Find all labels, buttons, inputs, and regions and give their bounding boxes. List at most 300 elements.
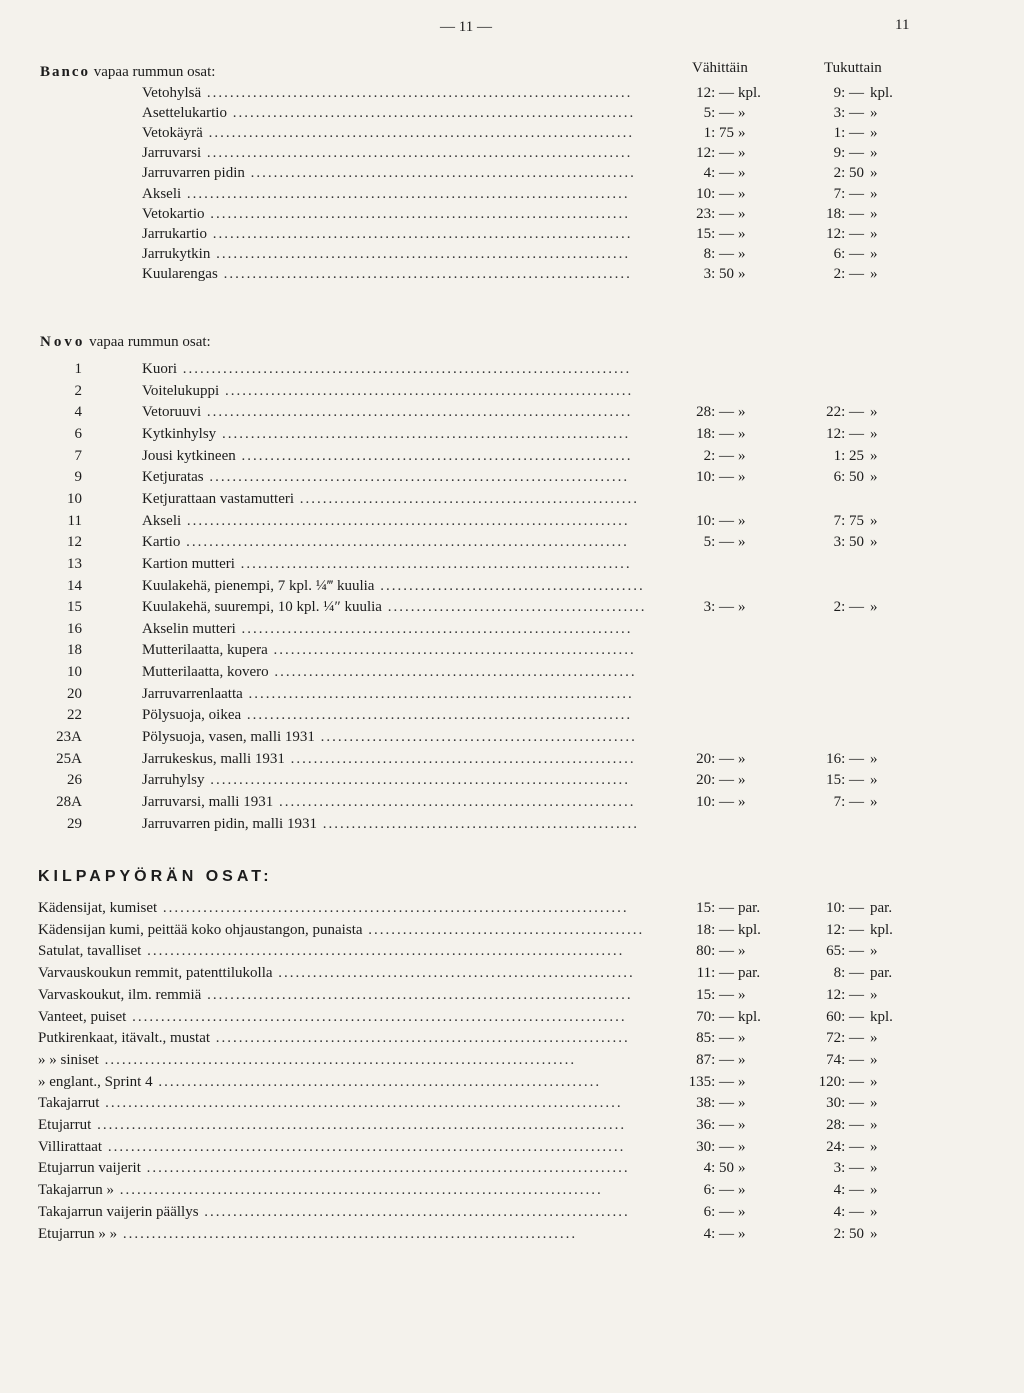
retail-price: 1: 75 [703,125,734,142]
wholesale-price: 2: 50 [833,1225,864,1242]
item-label-text: Ketjuratas [142,469,204,486]
dot-leader: .................................................................... [234,555,632,572]
item-label [38,1028,668,1048]
item-label [142,705,668,725]
item-number: 13 [67,555,82,572]
item-label [38,898,668,918]
retail-price: 135: — [688,1073,734,1090]
item-label-text: » englant., Sprint 4 [38,1073,153,1090]
retail-unit: » [738,1225,746,1242]
dot-leader: ............................................................... [268,664,637,681]
wholesale-unit: par. [870,965,893,982]
wholesale-unit: » [870,1117,878,1133]
wholesale-unit: » [870,404,878,421]
wholesale-price: 28: — [826,1117,864,1133]
wholesale-price: 22: — [826,404,864,421]
retail-price: 3: — [703,599,734,616]
list-item [0,204,1024,224]
dot-leader: ....................................................................... [219,382,634,399]
dot-leader: .......................................................................... [201,404,633,421]
item-number: 23A [56,729,82,746]
list-item [0,402,1024,422]
dot-leader: ......................................................................... [204,772,630,789]
dot-leader: .................................................................................. [98,1051,577,1068]
wholesale-unit: » [870,245,878,262]
list-item [0,1137,1024,1157]
page-number-right: 11 [895,17,910,33]
dot-leader: .................................................................... [235,447,633,464]
wholesale-price: 2: 50 [833,165,864,182]
item-label-text: Jarrukartio [142,225,207,242]
dot-leader: ....................................................... [316,815,639,832]
wholesale-unit: kpl. [870,1008,893,1025]
dot-leader: ........................................................................ [210,1030,630,1047]
wholesale-price: 1: — [833,125,864,142]
item-label-text: Kuularengas [142,265,218,282]
wholesale-unit: » [870,185,878,202]
item-label [38,1202,668,1222]
wholesale-unit: » [870,512,878,529]
item-label [142,381,668,401]
item-number: 16 [67,620,82,637]
list-item [0,532,1024,552]
item-label-text: Kytkinhylsy [142,425,217,442]
item-label-text: Satulat, tavalliset [38,943,142,960]
dot-leader: .............................................. [374,577,645,594]
item-label-text: Kartio [142,534,181,551]
dot-leader: ................................................................... [242,685,634,702]
item-label [38,963,668,983]
item-label-text: Akselin mutteri [142,620,236,637]
retail-unit: » [738,447,746,464]
dot-leader: ............................................................................. [152,1073,602,1090]
item-label [142,814,668,834]
novo-heading [40,333,211,351]
list-item [0,1072,1024,1092]
item-label [142,402,668,422]
retail-unit: » [738,225,746,242]
dot-leader: ...................................................................... [226,105,636,122]
dot-leader: ............................................................................................ [91,1117,627,1133]
retail-price: 4: 50 [703,1160,734,1177]
wholesale-unit: » [870,1030,878,1047]
retail-price: 15: — [696,225,734,242]
wholesale-price: 4: — [833,1203,864,1220]
retail-price: 28: — [696,404,734,421]
item-label [38,1137,668,1157]
retail-price: 15: — [696,986,734,1003]
dot-leader: ................................................................................... [141,943,625,960]
item-label [142,489,668,509]
retail-price: 10: — [696,469,734,486]
retail-price: 10: — [696,512,734,529]
retail-price: 12: — [696,85,734,101]
kilpa-heading: KILPAPYÖRÄN OSAT: [38,868,273,885]
list-item [0,381,1024,401]
item-label-text: Jarruvarren pidin, malli 1931 [142,815,317,832]
item-label-text: Mutterilaatta, kovero [142,664,269,681]
banco-heading [40,63,215,81]
banco-subtitle: vapaa rummun osat: [93,64,216,80]
wholesale-price: 6: 50 [833,469,864,486]
item-label [38,985,668,1005]
wholesale-unit: » [870,105,878,122]
list-item [0,898,1024,918]
retail-unit: » [738,205,746,222]
wholesale-unit: » [870,794,878,810]
dot-leader: ......................................................................... [204,205,630,222]
item-label-text: Etujarrun vaijerit [38,1160,141,1177]
item-label-text: Vetokäyrä [142,125,203,142]
item-label [142,244,668,264]
wholesale-price: 8: — [833,965,864,982]
list-item [0,264,1024,284]
item-number: 26 [67,772,82,789]
retail-price: 18: — [696,921,734,938]
retail-unit: » [738,534,746,551]
retail-unit: » [738,404,746,421]
item-label-text: Kädensijat, kumiset [38,900,158,916]
item-label [142,597,668,617]
wholesale-unit: » [870,772,878,789]
wholesale-unit: » [870,265,878,282]
retail-price: 3: 50 [703,265,734,282]
retail-price: 4: — [703,1225,734,1242]
novo-title: Novo [40,334,86,350]
wholesale-price: 16: — [826,750,864,767]
retail-unit: » [738,165,746,182]
wholesale-unit: » [870,1160,878,1177]
wholesale-price: 4: — [833,1182,864,1199]
item-label [38,1224,668,1244]
dot-leader: ........................................................................ [210,245,631,262]
list-item [0,749,1024,769]
item-label-text: Ketjurattaan vastamutteri [142,490,295,507]
dot-leader: ......................................................................... [206,225,633,242]
retail-price: 80: — [696,943,734,960]
column-header-retail: Vähittäin [692,60,748,76]
item-label-text: Jarruvarsi, malli 1931 [142,794,274,810]
wholesale-unit: » [870,750,878,767]
dot-leader: .................................................................................... [114,1182,603,1199]
item-label-text: Etujarrut [38,1117,92,1133]
wholesale-price: 6: — [833,245,864,262]
item-label [142,662,668,682]
retail-unit: kpl. [738,921,761,938]
list-item [0,640,1024,660]
item-number: 4 [74,404,82,421]
retail-unit: » [738,1117,746,1133]
wholesale-price: 18: — [826,205,864,222]
retail-price: 10: — [696,185,734,202]
item-label-text: Jarruvarren pidin [142,165,245,182]
dot-leader: ...................................................................................... [126,1008,627,1025]
wholesale-price: 2: — [833,265,864,282]
list-item [0,1028,1024,1048]
retail-price: 20: — [696,772,734,789]
dot-leader: .............................................................. [273,794,636,810]
list-item [0,576,1024,596]
wholesale-unit: » [870,1073,878,1090]
retail-unit: par. [738,900,761,916]
list-item [0,554,1024,574]
list-item [0,814,1024,834]
retail-unit: » [738,599,746,616]
wholesale-price: 9: — [833,145,864,162]
item-label [142,532,668,552]
item-label [38,1007,668,1027]
item-label [142,684,668,704]
retail-price: 20: — [696,750,734,767]
retail-unit: » [738,265,746,282]
wholesale-unit: » [870,1182,878,1199]
list-item [0,143,1024,163]
item-label [142,184,668,204]
dot-leader: .......................................................................... [201,145,633,162]
dot-leader: .................................................................... [235,620,633,637]
wholesale-unit: » [870,205,878,222]
novo-subtitle: vapaa rummun osat: [89,334,211,350]
retail-unit: » [738,750,746,767]
list-item [0,83,1024,103]
list-item [0,920,1024,940]
banco-title: Banco [40,64,91,80]
item-label-text: Putkirenkaat, itävalt., mustat [38,1030,211,1047]
list-item [0,662,1024,682]
retail-unit: » [738,425,746,442]
list-item [0,770,1024,790]
list-item [0,963,1024,983]
retail-unit: » [738,1073,746,1090]
item-label [142,163,668,183]
item-label [142,554,668,574]
wholesale-unit: » [870,225,878,242]
item-label [38,1050,668,1070]
item-label-text: Voitelukuppi [142,382,220,399]
item-label-text: Takajarrun » [38,1182,114,1199]
dot-leader: ................................................................... [244,165,636,182]
list-item [0,1180,1024,1200]
dot-leader: .......................................................................... [202,125,635,142]
retail-price: 38: — [696,1095,734,1112]
wholesale-unit: » [870,447,878,464]
retail-unit: » [738,794,746,810]
list-item [0,1093,1024,1113]
retail-price: 85: — [696,1030,734,1047]
item-label [142,224,668,244]
dot-leader: ................................................ [362,921,645,938]
retail-price: 23: — [696,205,734,222]
dot-leader: ........................................................... [294,490,640,507]
item-label [142,264,668,284]
retail-unit: par. [738,965,761,982]
item-label [142,467,668,487]
item-number: 2 [74,382,82,399]
retail-price: 70: — [696,1008,734,1025]
list-item [0,1224,1024,1244]
wholesale-unit: » [870,165,878,182]
page-number-center: — 11 — [440,19,492,35]
retail-unit: » [738,245,746,262]
wholesale-price: 1: 25 [833,447,864,464]
wholesale-unit: » [870,1225,878,1242]
item-label-text: Kartion mutteri [142,555,235,572]
list-item [0,985,1024,1005]
item-number: 20 [67,685,82,702]
list-item [0,511,1024,531]
item-label-text: Kuulakehä, suurempi, 10 kpl. ¼″ kuulia [142,599,382,616]
list-item [0,446,1024,466]
wholesale-unit: » [870,1138,878,1155]
item-label [142,83,668,103]
item-label-text: Akseli [142,512,182,529]
dot-leader: ............................................................... [267,642,636,659]
retail-unit: » [738,105,746,122]
retail-unit: » [738,1160,746,1177]
dot-leader: ....................................................................... [216,425,631,442]
dot-leader: ................................................................................. [157,900,629,916]
list-item [0,619,1024,639]
item-number: 10 [67,664,82,681]
list-item [0,941,1024,961]
item-label [38,1115,668,1135]
wholesale-unit: » [870,1095,878,1112]
wholesale-price: 3: — [833,1160,864,1177]
retail-price: 11: — [696,965,734,982]
item-label [142,446,668,466]
dot-leader: .................................................................................... [140,1160,630,1177]
list-item [0,1115,1024,1135]
list-item [0,684,1024,704]
item-label-text: Jarrukytkin [142,245,211,262]
dot-leader: ............................................................................... [117,1225,578,1242]
retail-unit: » [738,772,746,789]
item-label [142,619,668,639]
item-label-text: Pölysuoja, vasen, malli 1931 [142,729,315,746]
list-item [0,1050,1024,1070]
list-item [0,467,1024,487]
item-number: 25A [56,750,82,767]
wholesale-price: 3: — [833,105,864,122]
item-number: 6 [74,425,82,442]
list-item [0,184,1024,204]
dot-leader: ....................................................................... [217,265,632,282]
retail-unit: » [738,1030,746,1047]
wholesale-price: 30: — [826,1095,864,1112]
list-item [0,244,1024,264]
retail-price: 4: — [703,165,734,182]
wholesale-price: 3: 50 [833,534,864,551]
wholesale-unit: » [870,145,878,162]
item-label [142,640,668,660]
item-number: 11 [67,512,82,529]
item-label-text: Varvaskoukut, ilm. remmiä [38,986,202,1003]
retail-price: 8: — [703,245,734,262]
retail-unit: » [738,1138,746,1155]
retail-price: 6: — [703,1203,734,1220]
retail-unit: » [738,1051,746,1068]
retail-unit: » [738,986,746,1003]
item-label-text: Mutterilaatta, kupera [142,642,268,659]
wholesale-price: 120: — [818,1073,864,1090]
retail-price: 36: — [696,1117,734,1133]
item-number: 9 [74,469,82,486]
item-label-text: Pölysuoja, oikea [142,707,242,724]
retail-unit: » [738,512,746,529]
item-label [142,727,668,747]
wholesale-unit: kpl. [870,85,893,101]
retail-price: 15: — [696,900,734,916]
wholesale-unit: » [870,469,878,486]
wholesale-unit: par. [870,900,893,916]
retail-unit: » [738,1182,746,1199]
wholesale-price: 24: — [826,1138,864,1155]
item-number: 10 [67,490,82,507]
wholesale-price: 9: — [833,85,864,101]
wholesale-unit: » [870,125,878,142]
retail-unit: kpl. [738,85,761,101]
dot-leader: .............................................................................. [177,361,632,377]
item-label [142,143,668,163]
list-item [0,1202,1024,1222]
dot-leader: ............................................................................. [181,512,630,529]
item-label [38,1180,668,1200]
retail-unit: » [738,469,746,486]
retail-price: 87: — [696,1051,734,1068]
wholesale-price: 65: — [826,943,864,960]
wholesale-price: 7: — [833,185,864,202]
wholesale-price: 60: — [826,1008,864,1025]
dot-leader: ............................................................................. [180,534,629,551]
list-item [0,224,1024,244]
retail-unit: kpl. [738,1008,761,1025]
wholesale-unit: » [870,425,878,442]
wholesale-price: 12: — [826,986,864,1003]
item-number: 14 [67,577,82,594]
wholesale-price: 2: — [833,599,864,616]
item-label-text: Vetokartio [142,205,205,222]
retail-price: 12: — [696,145,734,162]
item-label [142,359,668,379]
dot-leader: ............................................................ [284,750,636,767]
item-label-text: Akseli [142,185,182,202]
item-label-text: Kädensijan kumi, peittää koko ohjaustangon, punaista [38,921,363,938]
item-label-text: Takajarrut [38,1095,100,1112]
retail-price: 6: — [703,1182,734,1199]
item-label [142,103,668,123]
item-label-text: Jarruhylsy [142,772,205,789]
wholesale-price: 12: — [826,425,864,442]
list-item [0,163,1024,183]
dot-leader: .......................................................................... [198,1203,630,1220]
item-label-text: Kuori [142,361,177,377]
wholesale-price: 7: 75 [833,512,864,529]
dot-leader: .......................................................................... [201,986,633,1003]
item-label [38,1158,668,1178]
item-label-text: » » siniset [38,1051,99,1068]
wholesale-price: 72: — [826,1030,864,1047]
list-item [0,1007,1024,1027]
wholesale-unit: kpl. [870,921,893,938]
retail-price: 18: — [696,425,734,442]
item-label-text: Vetohylsä [142,85,202,101]
item-number: 7 [74,447,82,464]
list-item [0,123,1024,143]
item-label [142,792,668,812]
item-label [38,1093,668,1113]
item-label [142,770,668,790]
list-item [0,489,1024,509]
